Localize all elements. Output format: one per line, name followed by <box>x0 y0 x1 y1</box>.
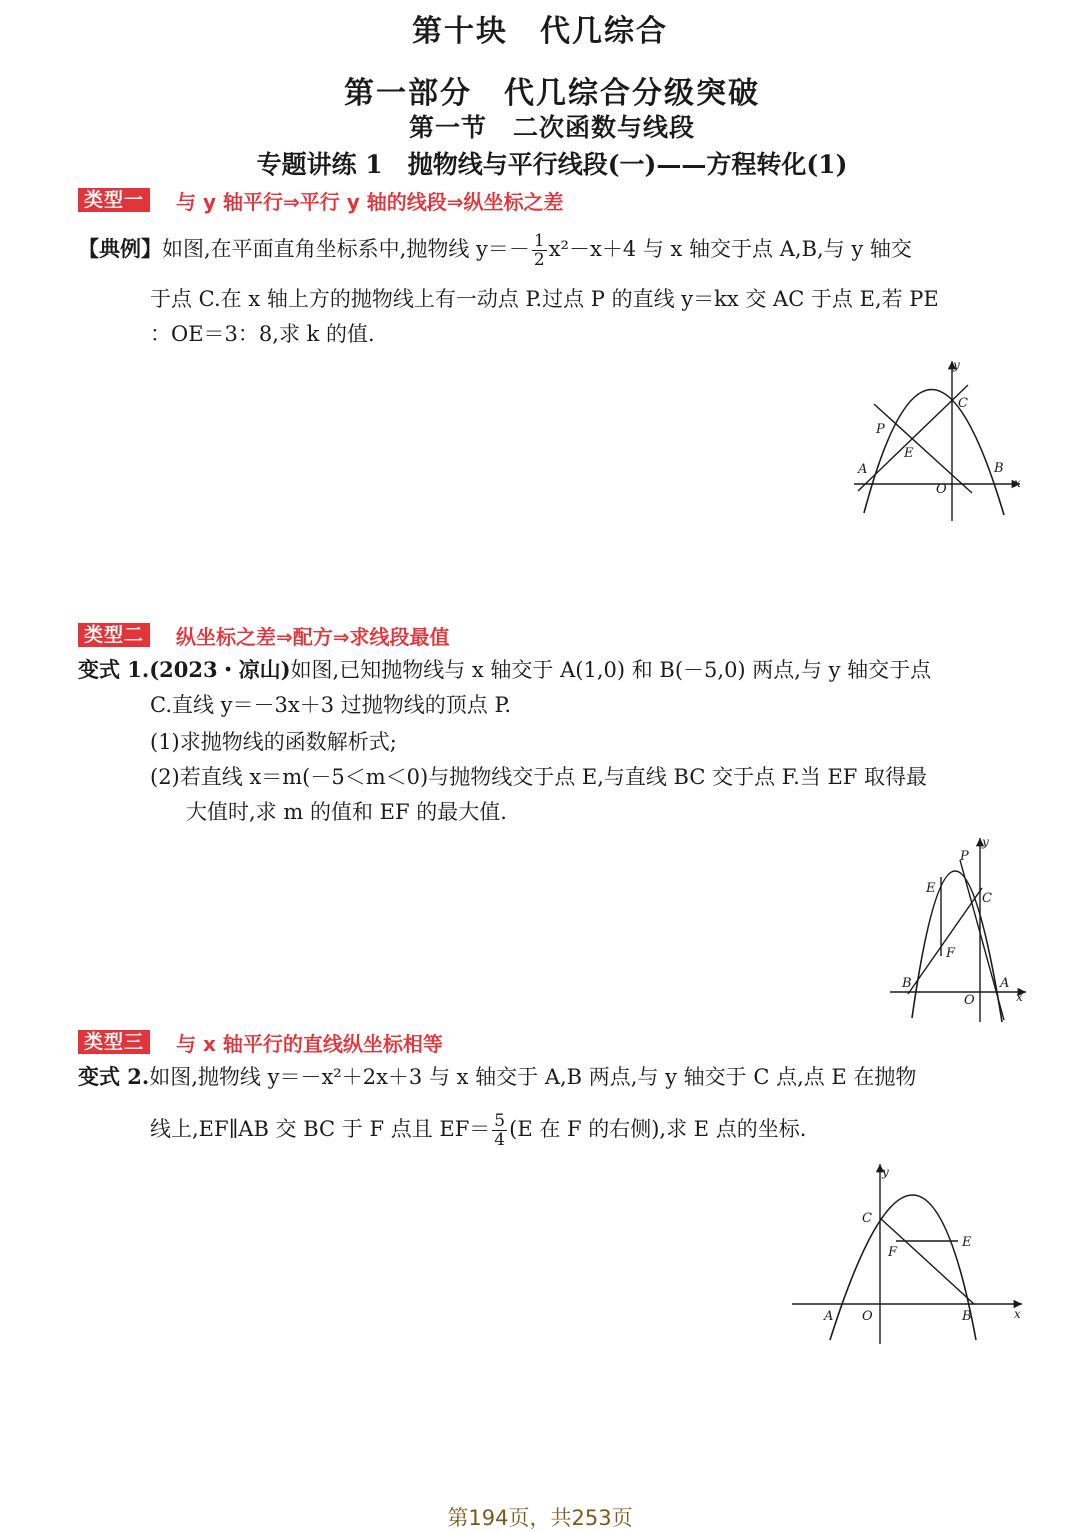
type3-text-2b: (E 在 F 的右侧),求 E 点的坐标. <box>509 1117 807 1141</box>
label-x: x <box>1016 990 1023 1004</box>
label-a: A <box>824 1309 834 1324</box>
label-a: A <box>858 462 868 477</box>
label-c: C <box>982 891 992 906</box>
type3-frac-den: 4 <box>494 1130 506 1150</box>
label-b: B <box>962 1309 972 1324</box>
type1-frac-den: 2 <box>533 250 545 270</box>
type2-line1 <box>78 655 931 685</box>
type1-frac-num: 1 <box>533 231 545 251</box>
type2-line2: C.直线 y＝－3x＋3 过抛物线的顶点 P. <box>150 693 511 717</box>
line-bc <box>908 888 982 994</box>
label-x: x <box>1014 1307 1021 1321</box>
type1-label: 【典例】 <box>78 236 162 261</box>
type3-frac-num: 5 <box>494 1111 506 1131</box>
type3-badge: 类型三 <box>78 1030 150 1054</box>
label-x: x <box>1014 476 1021 490</box>
type3-description: 与 x 轴平行的直线纵坐标相等 <box>176 1031 443 1056</box>
type3-line1 <box>78 1062 916 1092</box>
type1-text-1b: x²－x＋4 与 x 轴交于点 A,B,与 y 轴交 <box>548 237 912 261</box>
type1-fraction <box>532 232 547 269</box>
label-e: E <box>926 881 936 896</box>
part-title: 第一部分 代几综合分级突破 <box>344 76 760 111</box>
topic-title: 专题讲练 1 抛物线与平行线段(一)——方程转化(1) <box>256 150 848 179</box>
label-y: y <box>882 1165 889 1179</box>
label-p: P <box>960 849 969 864</box>
type1-figure <box>850 355 1040 525</box>
label-e: E <box>962 1235 972 1250</box>
type2-text-1: 如图,已知抛物线与 x 轴交于 A(1,0) 和 B(－5,0) 两点,与 y 轴交于点 <box>290 658 932 682</box>
label-e: E <box>904 446 914 461</box>
type3-label: 变式 2. <box>78 1064 150 1089</box>
type2-badge: 类型二 <box>78 623 150 647</box>
type2-description: 纵坐标之差⇒配方⇒求线段最值 <box>176 624 450 649</box>
line-y-kx <box>874 404 972 493</box>
type2-source: (2023・凉山) <box>149 657 291 682</box>
type2-line3: (1)求抛物线的函数解析式; <box>150 730 397 754</box>
type2-figure <box>886 832 1036 1027</box>
label-o: O <box>936 482 947 497</box>
label-a: A <box>1000 976 1010 991</box>
type3-line2 <box>150 1112 806 1149</box>
type3-text-2a: 线上,EF∥AB 交 BC 于 F 点且 EF＝ <box>150 1117 491 1141</box>
type1-line2: 于点 C.在 x 轴上方的抛物线上有一动点 P.过点 P 的直线 y＝kx 交 AC 于点 E,若 PE <box>150 287 939 311</box>
type1-description: 与 y 轴平行⇒平行 y 轴的线段⇒纵坐标之差 <box>176 189 564 214</box>
label-f: F <box>888 1245 898 1260</box>
type2-label: 变式 1. <box>78 657 150 682</box>
type3-text-1: 如图,抛物线 y＝－x²＋2x＋3 与 x 轴交于 A,B 两点,与 y 轴交于 C 点,点 E 在抛物 <box>149 1065 917 1089</box>
type1-line3: ：OE＝3：8,求 k 的值. <box>150 322 375 346</box>
line-bc <box>880 1218 974 1304</box>
type2-line4: (2)若直线 x＝m(－5＜m＜0)与抛物线交于点 E,与直线 BC 交于点 F.当 EF 取得最 <box>150 765 928 789</box>
label-p: P <box>876 422 885 437</box>
label-c: C <box>862 1211 872 1226</box>
type2-header <box>78 622 450 648</box>
parabola <box>830 1195 976 1340</box>
label-y: y <box>982 835 989 849</box>
section-title: 第一节 二次函数与线段 <box>408 113 695 142</box>
type2-line5: 大值时,求 m 的值和 EF 的最大值. <box>186 800 507 824</box>
parabola <box>864 389 1004 515</box>
type1-header <box>78 187 563 213</box>
type1-text-1a: 如图,在平面直角坐标系中,抛物线 y＝－ <box>162 237 530 261</box>
type3-fraction <box>492 1112 507 1149</box>
block-title: 第十块 代几综合 <box>412 14 668 49</box>
type1-line1 <box>78 232 912 269</box>
label-b: B <box>994 461 1004 476</box>
label-c: C <box>958 396 968 411</box>
page-footer: 第194页，共253页 <box>447 1506 633 1530</box>
type3-figure <box>788 1158 1033 1348</box>
label-f: F <box>946 946 956 961</box>
label-b: B <box>902 976 912 991</box>
type3-header <box>78 1029 443 1055</box>
label-o: O <box>862 1309 873 1324</box>
label-o: O <box>964 993 975 1008</box>
label-y: y <box>953 358 960 372</box>
type1-badge: 类型一 <box>78 188 150 212</box>
